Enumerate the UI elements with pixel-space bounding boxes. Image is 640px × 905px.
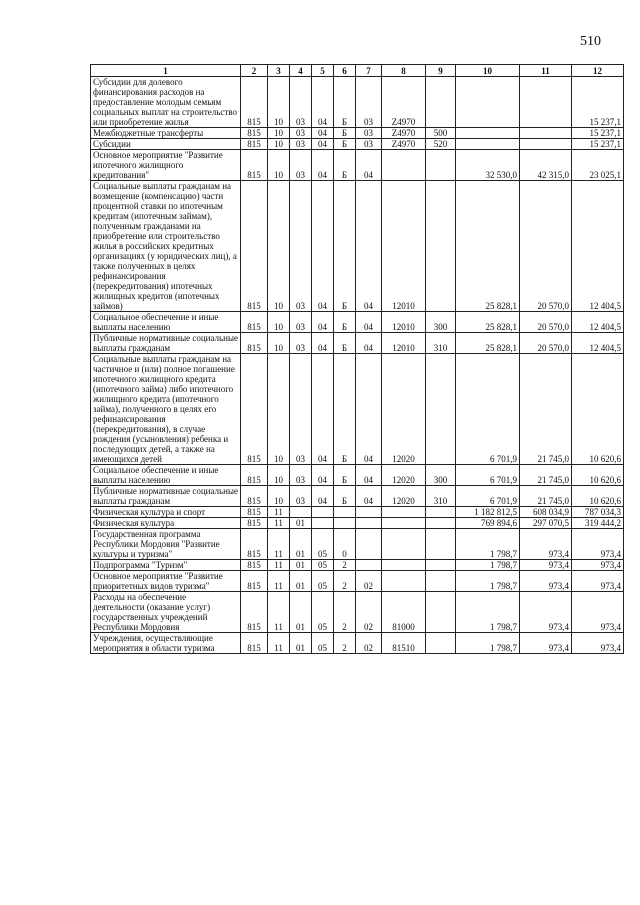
column-header-10: 10: [456, 65, 520, 77]
cell-col-7: [356, 560, 382, 571]
header-row: [91, 65, 624, 77]
cell-col-3: 10: [268, 486, 290, 507]
cell-col-11: 608 034,9: [520, 507, 572, 518]
cell-col-12: 23 025,1: [572, 150, 624, 181]
cell-col-10: [456, 128, 520, 139]
table-row: [91, 139, 624, 150]
cell-col-8: Z4970: [382, 139, 426, 150]
column-header-6: 6: [334, 65, 356, 77]
table-row: [91, 560, 624, 571]
cell-col-5: 04: [312, 465, 334, 486]
cell-col-12: 973,4: [572, 592, 624, 633]
row-name-cell: Физическая культура: [91, 518, 241, 529]
cell-col-5: [312, 507, 334, 518]
cell-col-10: 1 798,7: [456, 592, 520, 633]
row-name-cell: Основное мероприятие "Развитие приоритетных видов туризма": [91, 571, 241, 592]
cell-col-3: 11: [268, 592, 290, 633]
cell-col-7: 03: [356, 77, 382, 128]
table-row: [91, 592, 624, 633]
cell-col-2: 815: [241, 77, 268, 128]
cell-col-9: 310: [426, 333, 456, 354]
row-name-cell: Межбюджетные трансферты: [91, 128, 241, 139]
cell-col-4: 03: [290, 128, 312, 139]
cell-col-2: 815: [241, 571, 268, 592]
cell-col-11: 21 745,0: [520, 465, 572, 486]
cell-col-2: 815: [241, 529, 268, 560]
cell-col-7: 02: [356, 592, 382, 633]
cell-col-9: [426, 77, 456, 128]
table-row: [91, 529, 624, 560]
cell-col-4: 03: [290, 150, 312, 181]
cell-col-3: 10: [268, 77, 290, 128]
table-row: [91, 150, 624, 181]
row-name-cell: Социальные выплаты гражданам на частичное и (или) полное погашение ипотечного жилищного кредита (ипотечного займа) либо ипотечного жилищного кредита (ипотечного займа), полученного в целях его рефинансирования (перекредитования), в случае рождения (усыновления) ребенка и последующих детей, а также на имеющихся детей: [91, 354, 241, 465]
cell-col-4: 03: [290, 354, 312, 465]
row-name-cell: Подпрограмма "Туризм": [91, 560, 241, 571]
cell-col-2: 815: [241, 560, 268, 571]
cell-col-2: 815: [241, 139, 268, 150]
cell-col-2: 815: [241, 312, 268, 333]
cell-col-8: 12010: [382, 312, 426, 333]
cell-col-11: 973,4: [520, 560, 572, 571]
table-row: [91, 571, 624, 592]
cell-col-5: 04: [312, 486, 334, 507]
cell-col-6: Б: [334, 128, 356, 139]
cell-col-8: 12020: [382, 354, 426, 465]
cell-col-6: 2: [334, 633, 356, 654]
cell-col-9: 300: [426, 312, 456, 333]
cell-col-9: 520: [426, 139, 456, 150]
table-row: [91, 333, 624, 354]
cell-col-10: 1 798,7: [456, 633, 520, 654]
cell-col-6: Б: [334, 486, 356, 507]
row-name-cell: Субсидии: [91, 139, 241, 150]
row-name-cell: Субсидии для долевого финансирования расходов на предоставление молодым семьям социальных выплат на строительство или приобретение жилья: [91, 77, 241, 128]
cell-col-12: 15 237,1: [572, 128, 624, 139]
table-row: [91, 465, 624, 486]
cell-col-9: [426, 529, 456, 560]
cell-col-5: 05: [312, 560, 334, 571]
cell-col-11: 973,4: [520, 529, 572, 560]
cell-col-4: 03: [290, 77, 312, 128]
cell-col-4: 01: [290, 571, 312, 592]
cell-col-2: 815: [241, 592, 268, 633]
cell-col-9: [426, 592, 456, 633]
cell-col-7: 02: [356, 571, 382, 592]
cell-col-6: Б: [334, 465, 356, 486]
cell-col-3: 11: [268, 560, 290, 571]
row-name-cell: Социальные выплаты гражданам на возмещение (компенсацию) части процентной ставки по ипотечным кредитам (ипотечным займам), полученным гражданами на приобретение или строительство жилья в российских кредитных организациях (у юридических лиц), а также полученных в целях рефинансирования (перекредитования) ипотечных жилищных кредитов (ипотечных займов): [91, 181, 241, 312]
column-header-8: 8: [382, 65, 426, 77]
cell-col-7: 03: [356, 139, 382, 150]
cell-col-8: [382, 560, 426, 571]
cell-col-8: [382, 150, 426, 181]
cell-col-4: 03: [290, 181, 312, 312]
column-header-2: 2: [241, 65, 268, 77]
cell-col-12: 12 404,5: [572, 333, 624, 354]
cell-col-10: 769 894,6: [456, 518, 520, 529]
cell-col-11: 973,4: [520, 571, 572, 592]
cell-col-5: 05: [312, 592, 334, 633]
table-body: [91, 77, 624, 654]
cell-col-7: [356, 518, 382, 529]
cell-col-4: 03: [290, 486, 312, 507]
cell-col-3: 11: [268, 507, 290, 518]
cell-col-6: Б: [334, 77, 356, 128]
table-row: [91, 354, 624, 465]
cell-col-11: 20 570,0: [520, 181, 572, 312]
cell-col-9: [426, 518, 456, 529]
table-row: [91, 518, 624, 529]
cell-col-8: 12020: [382, 486, 426, 507]
cell-col-12: 15 237,1: [572, 77, 624, 128]
table-row: [91, 486, 624, 507]
cell-col-8: Z4970: [382, 128, 426, 139]
cell-col-10: 25 828,1: [456, 181, 520, 312]
column-header-12: 12: [572, 65, 624, 77]
budget-table: [90, 64, 624, 654]
cell-col-6: Б: [334, 333, 356, 354]
cell-col-6: 2: [334, 592, 356, 633]
cell-col-6: Б: [334, 139, 356, 150]
cell-col-8: 12010: [382, 333, 426, 354]
cell-col-6: Б: [334, 150, 356, 181]
cell-col-5: 04: [312, 181, 334, 312]
cell-col-12: 973,4: [572, 633, 624, 654]
cell-col-7: [356, 507, 382, 518]
cell-col-9: [426, 150, 456, 181]
cell-col-11: [520, 77, 572, 128]
column-header-5: 5: [312, 65, 334, 77]
cell-col-10: 32 530,0: [456, 150, 520, 181]
cell-col-10: 1 798,7: [456, 571, 520, 592]
table-row: [91, 507, 624, 518]
cell-col-3: 10: [268, 465, 290, 486]
cell-col-7: 04: [356, 486, 382, 507]
column-header-9: 9: [426, 65, 456, 77]
cell-col-11: 973,4: [520, 633, 572, 654]
cell-col-12: 10 620,6: [572, 465, 624, 486]
row-name-cell: Физическая культура и спорт: [91, 507, 241, 518]
cell-col-2: 815: [241, 486, 268, 507]
table-row: [91, 181, 624, 312]
cell-col-6: Б: [334, 354, 356, 465]
cell-col-2: 815: [241, 150, 268, 181]
cell-col-6: Б: [334, 181, 356, 312]
cell-col-3: 10: [268, 333, 290, 354]
cell-col-10: [456, 77, 520, 128]
cell-col-2: 815: [241, 181, 268, 312]
row-name-cell: Социальное обеспечение и иные выплаты населению: [91, 312, 241, 333]
cell-col-4: 03: [290, 333, 312, 354]
column-header-4: 4: [290, 65, 312, 77]
row-name-cell: Социальное обеспечение и иные выплаты населению: [91, 465, 241, 486]
cell-col-5: 05: [312, 633, 334, 654]
cell-col-9: 500: [426, 128, 456, 139]
cell-col-6: [334, 507, 356, 518]
cell-col-8: 81510: [382, 633, 426, 654]
cell-col-10: 6 701,9: [456, 486, 520, 507]
cell-col-5: 05: [312, 529, 334, 560]
cell-col-4: 03: [290, 139, 312, 150]
cell-col-11: [520, 139, 572, 150]
cell-col-7: 04: [356, 181, 382, 312]
cell-col-7: 02: [356, 633, 382, 654]
row-name-cell: Основное мероприятие "Развитие ипотечного жилищного кредитования": [91, 150, 241, 181]
column-header-3: 3: [268, 65, 290, 77]
cell-col-10: 1 798,7: [456, 529, 520, 560]
cell-col-12: 973,4: [572, 571, 624, 592]
cell-col-7: 04: [356, 150, 382, 181]
cell-col-3: 10: [268, 181, 290, 312]
cell-col-10: 25 828,1: [456, 333, 520, 354]
cell-col-8: [382, 571, 426, 592]
cell-col-12: 10 620,6: [572, 486, 624, 507]
cell-col-4: 01: [290, 560, 312, 571]
cell-col-12: 319 444,2: [572, 518, 624, 529]
cell-col-9: [426, 571, 456, 592]
cell-col-10: 25 828,1: [456, 312, 520, 333]
table-row: [91, 128, 624, 139]
cell-col-4: [290, 507, 312, 518]
cell-col-12: 15 237,1: [572, 139, 624, 150]
cell-col-11: 20 570,0: [520, 333, 572, 354]
cell-col-11: 21 745,0: [520, 354, 572, 465]
cell-col-7: 04: [356, 333, 382, 354]
cell-col-4: 01: [290, 633, 312, 654]
cell-col-2: 815: [241, 465, 268, 486]
cell-col-3: 10: [268, 354, 290, 465]
cell-col-9: 300: [426, 465, 456, 486]
cell-col-3: 10: [268, 150, 290, 181]
cell-col-12: 10 620,6: [572, 354, 624, 465]
cell-col-3: 11: [268, 529, 290, 560]
table-row: [91, 312, 624, 333]
cell-col-8: 81000: [382, 592, 426, 633]
cell-col-7: [356, 529, 382, 560]
cell-col-10: [456, 139, 520, 150]
cell-col-6: 2: [334, 560, 356, 571]
cell-col-5: 04: [312, 77, 334, 128]
cell-col-4: 03: [290, 312, 312, 333]
cell-col-10: 1 798,7: [456, 560, 520, 571]
cell-col-8: 12010: [382, 181, 426, 312]
row-name-cell: Публичные нормативные социальные выплаты гражданам: [91, 486, 241, 507]
cell-col-6: [334, 518, 356, 529]
cell-col-8: [382, 507, 426, 518]
cell-col-9: [426, 507, 456, 518]
cell-col-12: 973,4: [572, 529, 624, 560]
cell-col-5: [312, 518, 334, 529]
cell-col-9: [426, 560, 456, 571]
cell-col-4: 01: [290, 529, 312, 560]
cell-col-3: 11: [268, 633, 290, 654]
cell-col-7: 03: [356, 128, 382, 139]
cell-col-5: 04: [312, 139, 334, 150]
column-header-7: 7: [356, 65, 382, 77]
cell-col-12: 12 404,5: [572, 181, 624, 312]
cell-col-2: 815: [241, 354, 268, 465]
cell-col-11: 20 570,0: [520, 312, 572, 333]
column-header-11: 11: [520, 65, 572, 77]
cell-col-7: 04: [356, 312, 382, 333]
cell-col-5: 05: [312, 571, 334, 592]
table-row: [91, 633, 624, 654]
cell-col-8: [382, 518, 426, 529]
cell-col-4: 03: [290, 465, 312, 486]
cell-col-11: [520, 128, 572, 139]
cell-col-3: 11: [268, 518, 290, 529]
row-name-cell: Государственная программа Республики Мордовия "Развитие культуры и туризма": [91, 529, 241, 560]
cell-col-3: 10: [268, 128, 290, 139]
cell-col-3: 10: [268, 139, 290, 150]
cell-col-9: 310: [426, 486, 456, 507]
cell-col-12: 973,4: [572, 560, 624, 571]
cell-col-6: Б: [334, 312, 356, 333]
cell-col-2: 815: [241, 507, 268, 518]
row-name-cell: Публичные нормативные социальные выплаты гражданам: [91, 333, 241, 354]
cell-col-11: 297 070,5: [520, 518, 572, 529]
cell-col-4: 01: [290, 518, 312, 529]
cell-col-2: 815: [241, 633, 268, 654]
cell-col-10: 6 701,9: [456, 465, 520, 486]
cell-col-9: [426, 633, 456, 654]
cell-col-5: 04: [312, 354, 334, 465]
cell-col-6: 0: [334, 529, 356, 560]
cell-col-11: 21 745,0: [520, 486, 572, 507]
cell-col-12: 787 034,3: [572, 507, 624, 518]
cell-col-12: 12 404,5: [572, 312, 624, 333]
cell-col-7: 04: [356, 465, 382, 486]
cell-col-3: 11: [268, 571, 290, 592]
cell-col-2: 815: [241, 128, 268, 139]
cell-col-5: 04: [312, 150, 334, 181]
cell-col-3: 10: [268, 312, 290, 333]
cell-col-11: 973,4: [520, 592, 572, 633]
page-number: 510: [580, 34, 601, 49]
cell-col-9: [426, 354, 456, 465]
cell-col-11: 42 315,0: [520, 150, 572, 181]
table-row: [91, 77, 624, 128]
cell-col-4: 01: [290, 592, 312, 633]
cell-col-9: [426, 181, 456, 312]
cell-col-10: 1 182 812,5: [456, 507, 520, 518]
column-header-1: 1: [91, 65, 241, 77]
cell-col-10: 6 701,9: [456, 354, 520, 465]
cell-col-8: 12020: [382, 465, 426, 486]
row-name-cell: Расходы на обеспечение деятельности (оказание услуг) государственных учреждений Республики Мордовия: [91, 592, 241, 633]
cell-col-5: 04: [312, 312, 334, 333]
cell-col-2: 815: [241, 333, 268, 354]
cell-col-8: [382, 529, 426, 560]
row-name-cell: Учреждения, осуществляющие мероприятия в области туризма: [91, 633, 241, 654]
cell-col-5: 04: [312, 333, 334, 354]
cell-col-2: 815: [241, 518, 268, 529]
cell-col-6: 2: [334, 571, 356, 592]
cell-col-7: 04: [356, 354, 382, 465]
cell-col-8: Z4970: [382, 77, 426, 128]
cell-col-5: 04: [312, 128, 334, 139]
